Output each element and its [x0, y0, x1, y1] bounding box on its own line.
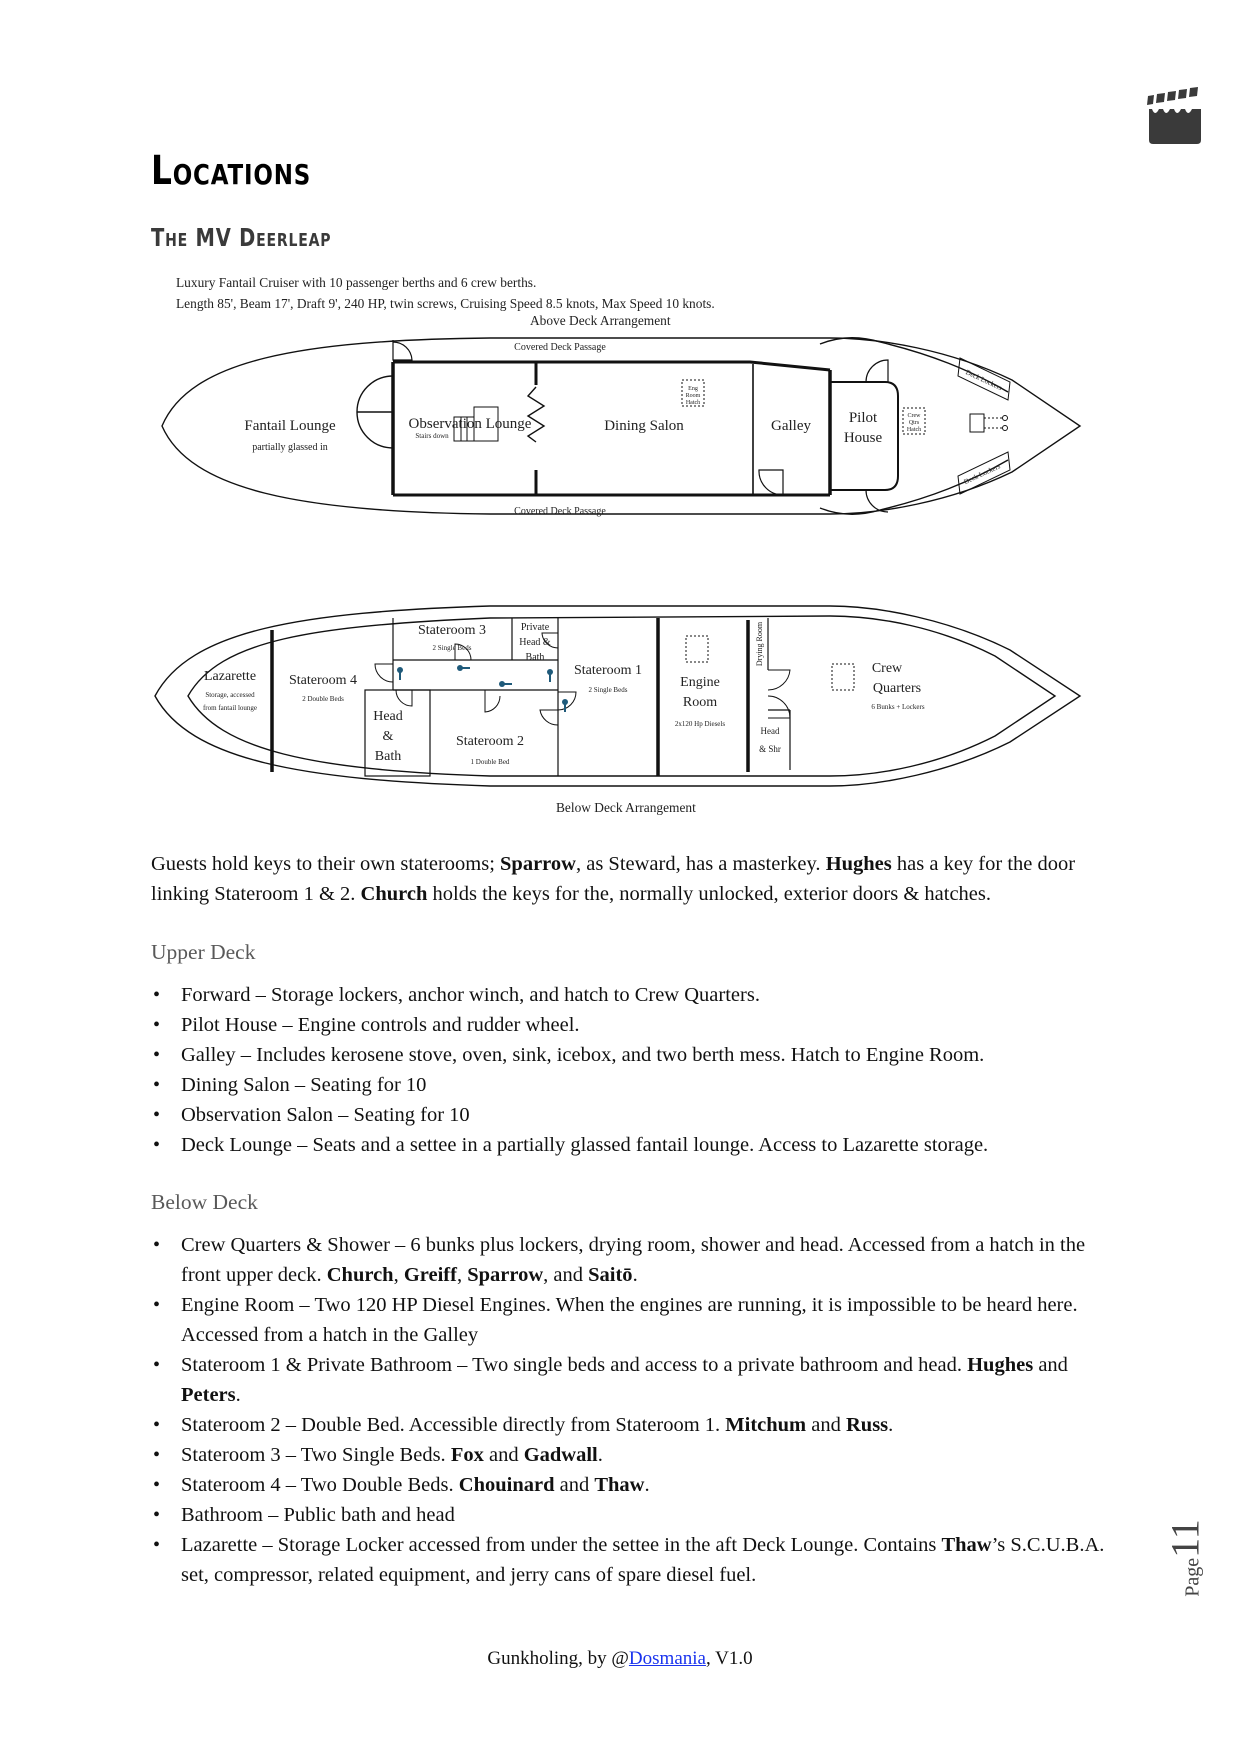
text-run: and: [554, 1474, 595, 1496]
list-item: • Galley – Includes kerosene stove, oven, sink, icebox, and two berth mess. Hatch to Engine Room.: [151, 1040, 1111, 1070]
text-run: holds the keys for the, normally unlocked, exterior doors & hatches.: [427, 883, 992, 905]
above-deck-caption: Above Deck Arrangement: [530, 313, 671, 328]
text-run: , and: [543, 1264, 589, 1286]
stairs-down-label: Stairs down: [415, 432, 449, 440]
hull-outline: [155, 606, 1080, 786]
list-item: • Forward – Storage lockers, anchor winch, and hatch to Crew Quarters.: [151, 980, 1111, 1010]
deckhouse-wall-top: [393, 362, 830, 370]
list-item: • Dining Salon – Seating for 10: [151, 1070, 1111, 1100]
text-run: .: [632, 1264, 638, 1286]
list-item: [151, 1440, 1111, 1470]
character-name: Hughes: [825, 853, 892, 875]
stateroom-4-note: 2 Double Beds: [302, 695, 344, 703]
above-deck-plan: [150, 330, 1100, 530]
crew-hatch-label: Hatch: [906, 427, 922, 433]
text-run: .: [235, 1384, 241, 1406]
stateroom-1-label: Stateroom 1: [573, 663, 643, 678]
character-name: Sparrow: [500, 853, 576, 875]
text-run: ’s S.C.U.B.A. set, compressor, related equipment, and jerry cans of spare diesel fuel.: [181, 1534, 1105, 1586]
upper-deck-list: [151, 980, 1111, 1160]
text-run: ,: [456, 1264, 468, 1286]
character-name: Chouinard: [458, 1474, 555, 1496]
text-run: and: [1033, 1354, 1068, 1376]
engine-note: 2x120 Hp Diesels: [674, 720, 726, 728]
private-bath-label: Head &: [519, 637, 551, 648]
crew-quarters-note: 6 Bunks + Lockers: [871, 703, 925, 711]
dining-salon-label: Dining Salon: [604, 418, 684, 434]
below-deck-heading: Below Deck: [151, 1190, 258, 1214]
author-link[interactable]: Dosmania: [628, 1648, 706, 1669]
crew-quarters-label: Quarters: [872, 681, 922, 696]
character-name: Thaw: [941, 1534, 992, 1556]
galley-label: Galley: [771, 418, 811, 434]
crew-hatch-label: Crew: [907, 413, 921, 419]
head-shower-label: Head: [760, 726, 780, 736]
head-bath-label: &: [382, 729, 394, 744]
text-run: Crew Quarters & Shower – 6 bunks plus lockers, drying room, shower and head. Accessed from a hatch in the front upper deck.: [181, 1234, 1086, 1286]
fantail-note: partially glassed in: [252, 442, 328, 453]
character-name: Mitchum: [725, 1414, 807, 1436]
text-run: Stateroom 3 – Two Single Beds.: [181, 1444, 451, 1466]
character-name: Church: [326, 1264, 394, 1286]
head-shower-label: & Shr: [759, 744, 781, 754]
stateroom-1-note: 2 Single Beds: [588, 686, 628, 694]
list-item: [151, 1530, 1111, 1590]
eng-hatch-label: Room: [685, 393, 701, 399]
list-item: [151, 1410, 1111, 1440]
character-name: Gadwall: [523, 1444, 598, 1466]
text-run: Lazarette – Storage Locker accessed from under the settee in the aft Deck Lounge. Contains: [181, 1534, 942, 1556]
character-name: Church: [360, 883, 428, 905]
eng-hatch-label: Hatch: [685, 400, 701, 406]
lazarette-note: Storage, accessed: [205, 691, 255, 699]
character-name: Fox: [450, 1444, 484, 1466]
list-item: • Deck Lounge – Seats and a settee in a partially glassed fantail lounge. Access to Lazarette storage.: [151, 1130, 1111, 1160]
observation-lounge-label: Observation Lounge: [408, 416, 532, 432]
page-number-value: 11: [1162, 1519, 1208, 1558]
private-bath-label: Bath: [525, 652, 545, 663]
text-run: .: [888, 1414, 894, 1436]
stateroom-3-label: Stateroom 3: [417, 623, 487, 638]
section-title: The MV Deerleap: [151, 223, 332, 252]
text-run: Guests hold keys to their own staterooms;: [151, 853, 501, 875]
anchor-winch: [970, 414, 984, 432]
page-number: [1155, 1508, 1215, 1608]
character-name: Hughes: [967, 1354, 1034, 1376]
covered-passage-bottom: Covered Deck Passage: [514, 506, 606, 517]
pilot-house-label: House: [843, 430, 883, 446]
key-icon: [562, 699, 568, 712]
stateroom-2-label: Stateroom 2: [455, 734, 525, 749]
private-bath-label: Private: [520, 622, 550, 633]
crew-quarters-label: Crew: [871, 661, 903, 676]
text-run: .: [597, 1444, 603, 1466]
crew-hatch-label: Qtrs: [908, 420, 920, 426]
text-run: has a key for the door linking Stateroom 1 & 2.: [151, 853, 1076, 905]
text-run: and: [483, 1444, 524, 1466]
keys-paragraph: [151, 849, 1111, 909]
stateroom-3-note: 2 Single Beds: [432, 644, 472, 652]
character-name: Greiff: [403, 1264, 457, 1286]
engine-room-label: Room: [682, 695, 718, 710]
folding-partition: [528, 387, 544, 442]
vessel-specs: [176, 272, 715, 314]
list-item: • Pilot House – Engine controls and rudder wheel.: [151, 1010, 1111, 1040]
text-run: Engine Room – Two 120 HP Diesel Engines. When the engines are running, it is impossible to be heard here. Accessed from a hatch in the Galley: [181, 1294, 1078, 1346]
eng-hatch-label: Eng: [688, 386, 698, 392]
footer-text: Gunkholing, by @: [487, 1648, 629, 1669]
stateroom-2-note: 1 Double Bed: [470, 758, 510, 766]
engine-hatch-below: [686, 636, 708, 662]
character-name: Peters: [181, 1384, 236, 1406]
clapperboard-icon: [1146, 82, 1206, 144]
page-title: Locations: [151, 148, 312, 194]
text-run: Stateroom 4 – Two Double Beds.: [181, 1474, 459, 1496]
list-item: [151, 1470, 1111, 1500]
text-run: , as Steward, has a masterkey.: [575, 853, 826, 875]
deck-lockers-label: Deck Lockers: [964, 368, 1004, 393]
text-run: and: [806, 1414, 846, 1436]
below-deck-plan: [150, 600, 1100, 800]
bow-rail-bottom: [820, 460, 1008, 514]
below-deck-list: [151, 1230, 1111, 1590]
text-run: Stateroom 2 – Double Bed. Accessible directly from Stateroom 1.: [181, 1414, 726, 1436]
specs-line-2: Length 85', Beam 17', Draft 9', 240 HP, twin screws, Cruising Speed 8.5 knots, Max Speed 10 knots.: [176, 296, 715, 311]
list-item: [151, 1500, 1111, 1530]
page-label: Page: [1181, 1557, 1204, 1597]
stateroom-4-label: Stateroom 4: [288, 673, 358, 688]
upper-deck-heading: Upper Deck: [151, 940, 256, 964]
crew-hatch-below: [832, 664, 854, 690]
list-item: [151, 1290, 1111, 1350]
character-name: Saitō: [588, 1264, 633, 1286]
key-icon: [499, 681, 512, 687]
text-run: Stateroom 1 & Private Bathroom – Two single beds and access to a private bathroom and head.: [181, 1354, 968, 1376]
character-name: Russ: [846, 1414, 889, 1436]
bow-rail-top: [820, 338, 1008, 392]
head-bath-label: Head: [373, 709, 403, 724]
fantail-lounge-label: Fantail Lounge: [244, 418, 336, 434]
list-item: [151, 1350, 1111, 1410]
covered-passage-top: Covered Deck Passage: [514, 342, 606, 353]
head-bath-label: Bath: [374, 749, 402, 764]
character-name: Thaw: [594, 1474, 645, 1496]
key-icon: [547, 669, 553, 682]
specs-line-1: Luxury Fantail Cruiser with 10 passenger berths and 6 crew berths.: [176, 275, 537, 290]
drying-room-label: Drying Room: [755, 621, 764, 667]
lazarette-note: from fantail lounge: [202, 704, 258, 712]
footer: [0, 1648, 1240, 1670]
text-run: .: [644, 1474, 650, 1496]
text-run: Bathroom – Public bath and head: [181, 1504, 455, 1526]
text-run: ,: [393, 1264, 404, 1286]
key-icon: [457, 665, 470, 671]
list-item: [151, 1230, 1111, 1290]
list-item: • Observation Salon – Seating for 10: [151, 1100, 1111, 1130]
deck-lockers-label: Deck Lockers: [962, 462, 1002, 487]
footer-text: , V1.0: [705, 1648, 753, 1669]
engine-room-label: Engine: [680, 675, 720, 690]
below-deck-caption: Below Deck Arrangement: [556, 800, 696, 815]
key-icon: [397, 667, 403, 680]
lazarette-label: Lazarette: [203, 669, 257, 684]
pilot-house-label: Pilot: [848, 410, 878, 426]
character-name: Sparrow: [467, 1264, 544, 1286]
